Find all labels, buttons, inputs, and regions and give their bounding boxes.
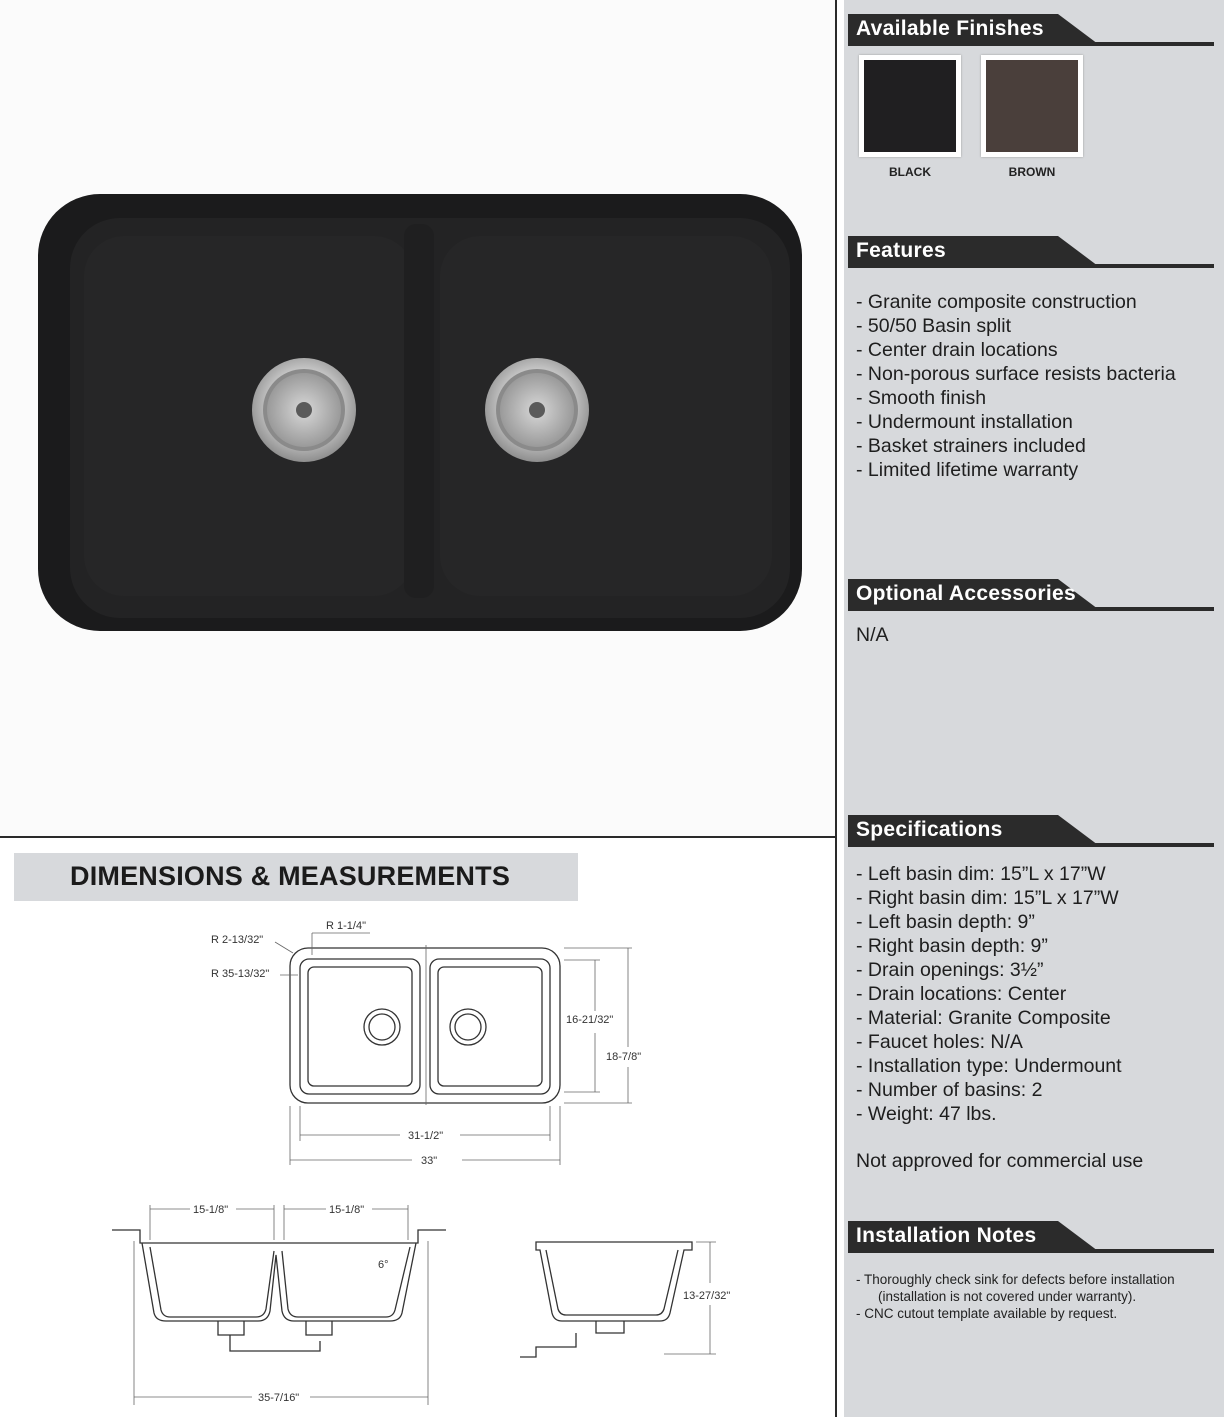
swatch-black[interactable] [859,55,961,157]
accessories-text: N/A [856,624,889,646]
feature-item: - Granite composite construction [856,290,1176,314]
spec-item: - Weight: 47 lbs. [856,1102,1122,1126]
label-r-outer2: R 35-13/32" [211,968,270,980]
label-height: 13-27/32" [683,1290,731,1302]
label-basin-left: 15-1/8" [193,1204,229,1216]
label-overall: 35-7/16" [258,1392,300,1404]
spec-item: - Drain locations: Center [856,982,1122,1006]
feature-item: - Basket strainers included [856,434,1176,458]
feature-item: - Center drain locations [856,338,1176,362]
label-width-inner: 31-1/2" [408,1130,444,1142]
spec-item: - Installation type: Undermount [856,1054,1122,1078]
label-r-outer1: R 2-13/32" [211,934,264,946]
installation-header [848,1221,1214,1253]
label-r-inner: R 1-1/4" [326,920,366,932]
label-depth-inner: 16-21/32" [566,1014,614,1026]
features-header [848,236,1214,268]
dimensions-banner [14,853,578,901]
installation-list [856,1271,1206,1322]
spec-item: - Right basin dim: 15”L x 17”W [856,886,1122,910]
spec-item: - Left basin dim: 15”L x 17”W [856,862,1122,886]
installation-item: - Thoroughly check sink for defects before installation (installation is not covered under warranty). [856,1271,1206,1305]
installation-item: - CNC cutout template available by request. [856,1305,1206,1322]
swatch-brown[interactable] [981,55,1083,157]
basin-divider [404,224,434,598]
feature-item: - Smooth finish [856,386,1176,410]
sidebar [844,0,1224,1417]
specifications-title: Specifications [856,818,1003,841]
spec-item: - Material: Granite Composite [856,1006,1122,1030]
front-view-outline [142,1243,416,1321]
accessories-title: Optional Accessories [856,582,1076,605]
dimension-drawing [0,905,835,1417]
swatch-brown-chip [986,60,1078,152]
label-width-outer: 33" [421,1155,438,1167]
feature-item: - Undermount installation [856,410,1176,434]
horizontal-divider [0,836,836,838]
spec-item: - Left basin depth: 9” [856,910,1122,934]
finishes-header [848,14,1214,46]
side-view-outline [536,1242,692,1321]
sink-photo [0,0,835,836]
commercial-note: Not approved for commercial use [856,1150,1144,1172]
spec-item: - Right basin depth: 9” [856,934,1122,958]
finishes-title: Available Finishes [856,17,1044,40]
accessories-header [848,579,1214,611]
specifications-header [848,815,1214,847]
left-strainer [252,358,356,462]
swatch-black-chip [864,60,956,152]
top-view-outline [290,948,560,1103]
features-title: Features [856,239,946,262]
installation-title: Installation Notes [856,1224,1037,1247]
label-depth-outer: 18-7/8" [606,1051,642,1063]
vertical-divider [835,0,837,1417]
spec-item: - Drain openings: 3½” [856,958,1122,982]
right-strainer [485,358,589,462]
feature-item: - Limited lifetime warranty [856,458,1176,482]
dimensions-title: DIMENSIONS & MEASUREMENTS [70,861,511,891]
spec-item: - Number of basins: 2 [856,1078,1122,1102]
swatch-black-label: BLACK [889,165,931,179]
counter-line [112,1230,446,1243]
swatch-brown-label: BROWN [1008,165,1056,179]
product-photo-area [0,0,835,836]
spec-item: - Faucet holes: N/A [856,1030,1122,1054]
specifications-list [856,862,1122,1126]
feature-item: - Non-porous surface resists bacteria [856,362,1176,386]
features-list [856,290,1176,482]
left-basin [84,236,414,596]
feature-item: - 50/50 Basin split [856,314,1176,338]
label-basin-right: 15-1/8" [329,1204,365,1216]
label-angle: 6° [378,1259,389,1271]
